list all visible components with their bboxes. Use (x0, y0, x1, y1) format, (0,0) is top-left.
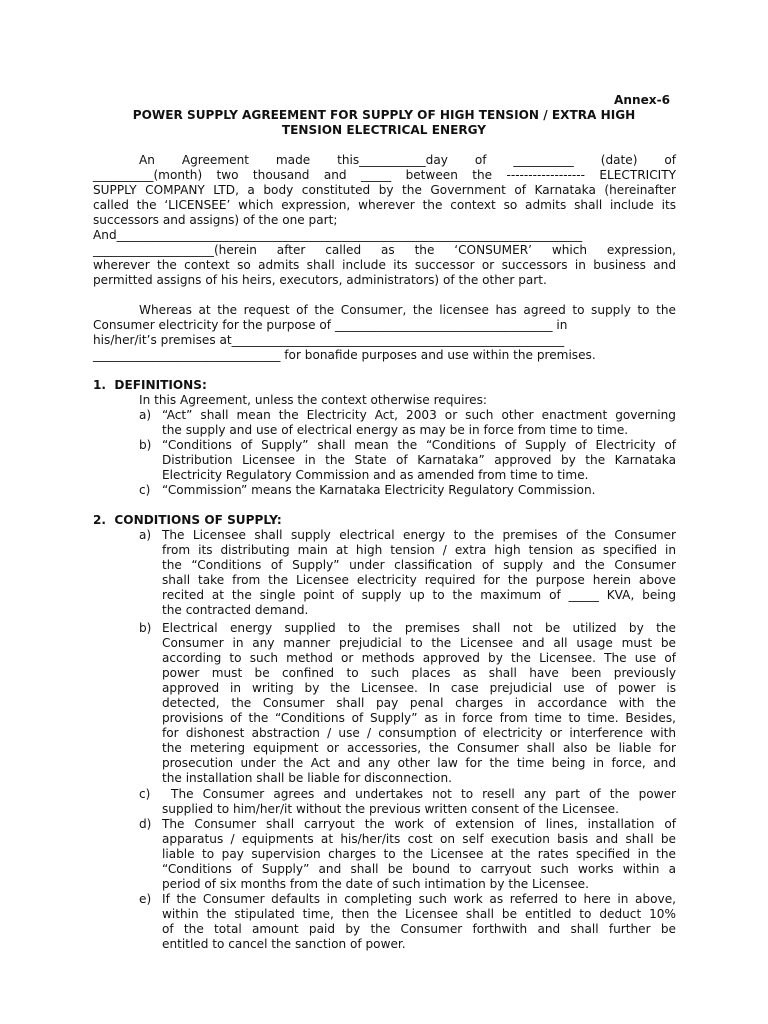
condition-line: The Licensee shall supply electrical energy to the premises of the Consumer (162, 528, 676, 542)
condition-line: entitled to cancel the sanction of power. (162, 937, 406, 951)
title-line-1: POWER SUPPLY AGREEMENT FOR SUPPLY OF HIGH TENSION / EXTRA HIGH (132, 108, 636, 122)
condition-line: prosecution under the Act and any other law for the time being in force, and (162, 756, 676, 770)
definitions-intro: In this Agreement, unless the context otherwise requires: (139, 393, 487, 407)
item-letter: c) (139, 787, 151, 801)
condition-line: detected, the Consumer shall pay penal charges in accordance with the (162, 696, 676, 710)
whereas-line: his/her/it’s premises at_______________________________________________________ (93, 333, 565, 347)
condition-line: for dishonest abstraction / use / consumption of electricity or interference with (162, 726, 676, 740)
condition-line: The Consumer shall carryout the work of extension of lines, installation of (162, 817, 676, 831)
intro-line: And_____________________________________________________________________________ (93, 228, 583, 242)
condition-line: liable to pay supervision charges to the Licensee at the rates specified in the (162, 847, 676, 861)
condition-line: shall take from the Licensee electricity required for the purpose herein above (162, 573, 676, 587)
definition-line: “Conditions of Supply” shall mean the “Conditions of Supply of Electricity of (162, 438, 676, 452)
condition-line: the contracted demand. (162, 603, 309, 617)
condition-line: The Consumer agrees and undertakes not to resell any part of the power (162, 787, 676, 801)
intro-line: ____________________(herein after called as the ‘CONSUMER’ which expression, (93, 243, 676, 257)
definition-line: Electricity Regulatory Commission and as amended from time to time. (162, 468, 589, 482)
condition-line: supplied to him/her/it without the previous written consent of the Licensee. (162, 802, 619, 816)
condition-line: of the total amount paid by the Consumer forthwith and shall further be (162, 922, 676, 936)
condition-line: the installation shall be liable for disconnection. (162, 771, 452, 785)
condition-line: period of six months from the date of such intimation by the Licensee. (162, 877, 589, 891)
whereas-line: Consumer electricity for the purpose of ____________________________________ in (93, 318, 568, 332)
condition-line: according to such method or methods approved by the Licensee. The use of (162, 651, 676, 665)
item-letter: b) (139, 438, 152, 452)
intro-line: wherever the context so admits shall include its successor or successors in business and (93, 258, 676, 272)
item-letter: a) (139, 408, 152, 422)
intro-line: called the ‘LICENSEE’ which expression, wherever the context so admits shall include its (93, 198, 676, 212)
item-letter: a) (139, 528, 152, 542)
intro-line: An Agreement made this___________day of __________ (date) of (139, 153, 676, 167)
condition-line: recited at the single point of supply up to the maximum of _____ KVA, being (162, 588, 676, 602)
condition-line: Consumer in any manner prejudicial to the Licensee and all usage must be (162, 636, 676, 650)
condition-line: If the Consumer defaults in completing such work as referred to here in above, (162, 892, 676, 906)
condition-line: the metering equipment or accessories, the Consumer shall also be liable for (162, 741, 676, 755)
definition-line: the supply and use of electrical energy as may be in force from time to time. (162, 423, 629, 437)
intro-line: successors and assigns) of the one part; (93, 213, 338, 227)
condition-line: “Conditions of Supply” and shall be bound to carryout such works within a (162, 862, 676, 876)
item-letter: c) (139, 483, 151, 497)
condition-line: approved in writing by the Licensee. In case prejudicial use of power is (162, 681, 676, 695)
item-letter: e) (139, 892, 152, 906)
condition-line: the “Conditions of Supply” under classification of supply and the Consumer (162, 558, 676, 572)
condition-line: Electrical energy supplied to the premises shall not be utilized by the (162, 621, 676, 635)
definition-line: “Act” shall mean the Electricity Act, 2003 or such other enactment governing (162, 408, 676, 422)
condition-line: within the stipulated time, then the Licensee shall be entitled to deduct 10% (162, 907, 676, 921)
condition-line: provisions of the “Conditions of Supply” as in force from time to time. Besides, (162, 711, 676, 725)
definition-line: Distribution Licensee in the State of Karnataka” approved by the Karnataka (162, 453, 676, 467)
item-letter: d) (139, 817, 152, 831)
intro-line: SUPPLY COMPANY LTD, a body constituted by the Government of Karnataka (hereinafter (93, 183, 676, 197)
condition-line: apparatus / equipments at his/her/its cost on self execution basis and shall be (162, 832, 676, 846)
title-line-2: TENSION ELECTRICAL ENERGY (281, 123, 487, 137)
intro-line: permitted assigns of his heirs, executors, administrators) of the other part. (93, 273, 547, 287)
item-letter: b) (139, 621, 152, 635)
whereas-line: _______________________________ for bonafide purposes and use within the premises. (93, 348, 596, 362)
definition-line: “Commission” means the Karnataka Electricity Regulatory Commission. (162, 483, 596, 497)
condition-line: from its distributing main at high tension / extra high tension as specified in (162, 543, 676, 557)
whereas-line: Whereas at the request of the Consumer, the licensee has agreed to supply to the (139, 303, 676, 317)
annex-label: Annex-6 (614, 93, 671, 107)
conditions-heading: 2. CONDITIONS OF SUPPLY: (93, 513, 282, 527)
definitions-heading: 1. DEFINITIONS: (93, 378, 207, 392)
intro-line: __________(month) two thousand and _____ between the ------------------ ELECTRICITY (93, 168, 676, 182)
condition-line: power must be confined to such places as shall have been previously (162, 666, 676, 680)
